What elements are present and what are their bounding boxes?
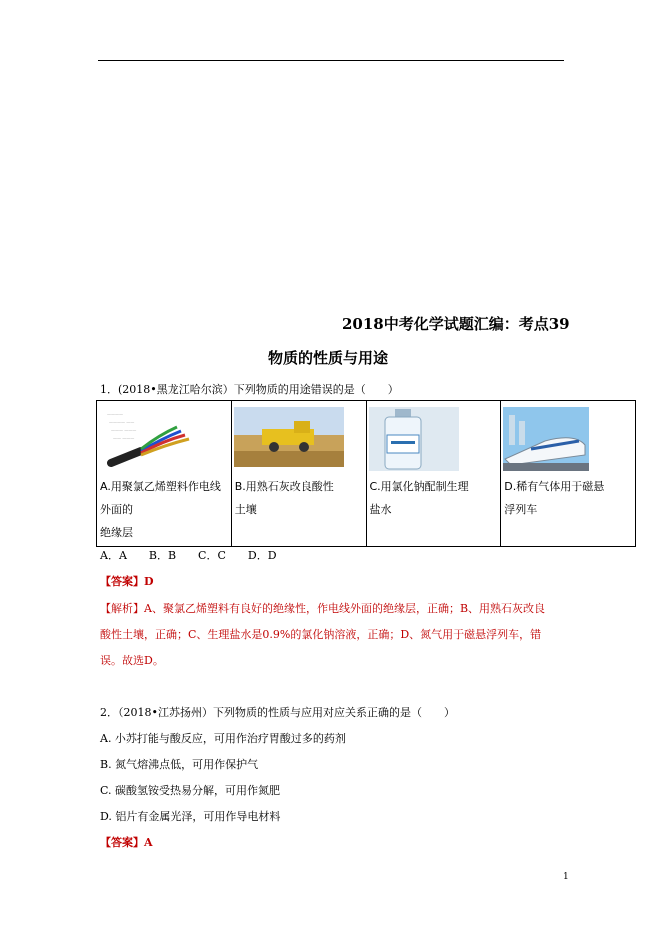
svg-text:——— ———: ——— ———	[111, 427, 137, 432]
option-a-cell	[97, 401, 232, 547]
question-1-options-table	[96, 400, 636, 547]
question-2-stem: 2．（2018•江苏扬州）下列物质的性质与应用对应关系正确的是（ ）	[100, 706, 455, 719]
option-c-caption-line2: 盐水	[369, 503, 392, 516]
option-b-cell	[231, 401, 366, 547]
document-subtitle: 物质的性质与用途	[268, 349, 389, 367]
option-d-caption-line2: 浮列车	[504, 503, 538, 516]
option-b-caption-line2: 土壤	[234, 503, 257, 516]
option-d-caption-line1: D.稀有气体用于磁悬	[504, 480, 605, 493]
option-c-cell	[366, 401, 501, 547]
question-1-answer: 【答案】D	[100, 575, 154, 588]
svg-text:————: ————	[107, 411, 123, 416]
cable-icon	[97, 401, 231, 473]
document-title: 2018中考化学试题汇编：考点39	[342, 315, 570, 333]
svg-text:—— ———: —— ———	[113, 435, 135, 440]
question-1-analysis-line1: 【解析】A、聚氯乙烯塑料有良好的绝缘性，作电线外面的绝缘层，正确；B、用熟石灰改良	[100, 602, 546, 615]
question-1-analysis-line3: 误。故选D。	[100, 654, 164, 667]
header-rule	[98, 60, 564, 61]
question-1-analysis-line2: 酸性土壤，正确；C、生理盐水是0.9%的氯化钠溶液，正确；D、氮气用于磁悬浮列车，错	[100, 628, 542, 641]
option-d-cell	[501, 401, 636, 547]
option-a-caption-line1: A.用聚氯乙烯塑料作电线外面的	[100, 480, 221, 516]
option-c-caption-line1: C.用氯化钠配制生理	[369, 480, 469, 493]
question-1-stem: 1．(2018•黑龙江哈尔滨）下列物质的用途错误的是（ ）	[100, 383, 399, 396]
saline-bottle-image	[367, 401, 501, 473]
question-2-answer: 【答案】A	[100, 836, 153, 849]
question-2-option-d: D. 铝片有金属光泽，可用作导电材料	[100, 810, 281, 823]
page-number: 1	[563, 872, 569, 882]
option-a-caption-line2: 绝缘层	[100, 526, 133, 539]
question-2-option-a: A. 小苏打能与酸反应，可用作治疗胃酸过多的药剂	[100, 732, 346, 745]
option-b-caption-line1: B.用熟石灰改良酸性	[234, 480, 334, 493]
question-1-choices: A．A B．B C．C D．D	[100, 549, 277, 562]
question-2-option-c: C. 碳酸氢铵受热易分解，可用作氮肥	[100, 784, 281, 797]
harvester-image	[232, 401, 366, 473]
maglev-train-image	[501, 401, 635, 473]
svg-text:———— ——: ———— ——	[109, 419, 135, 424]
question-2-option-b: B. 氮气熔沸点低，可用作保护气	[100, 758, 259, 771]
